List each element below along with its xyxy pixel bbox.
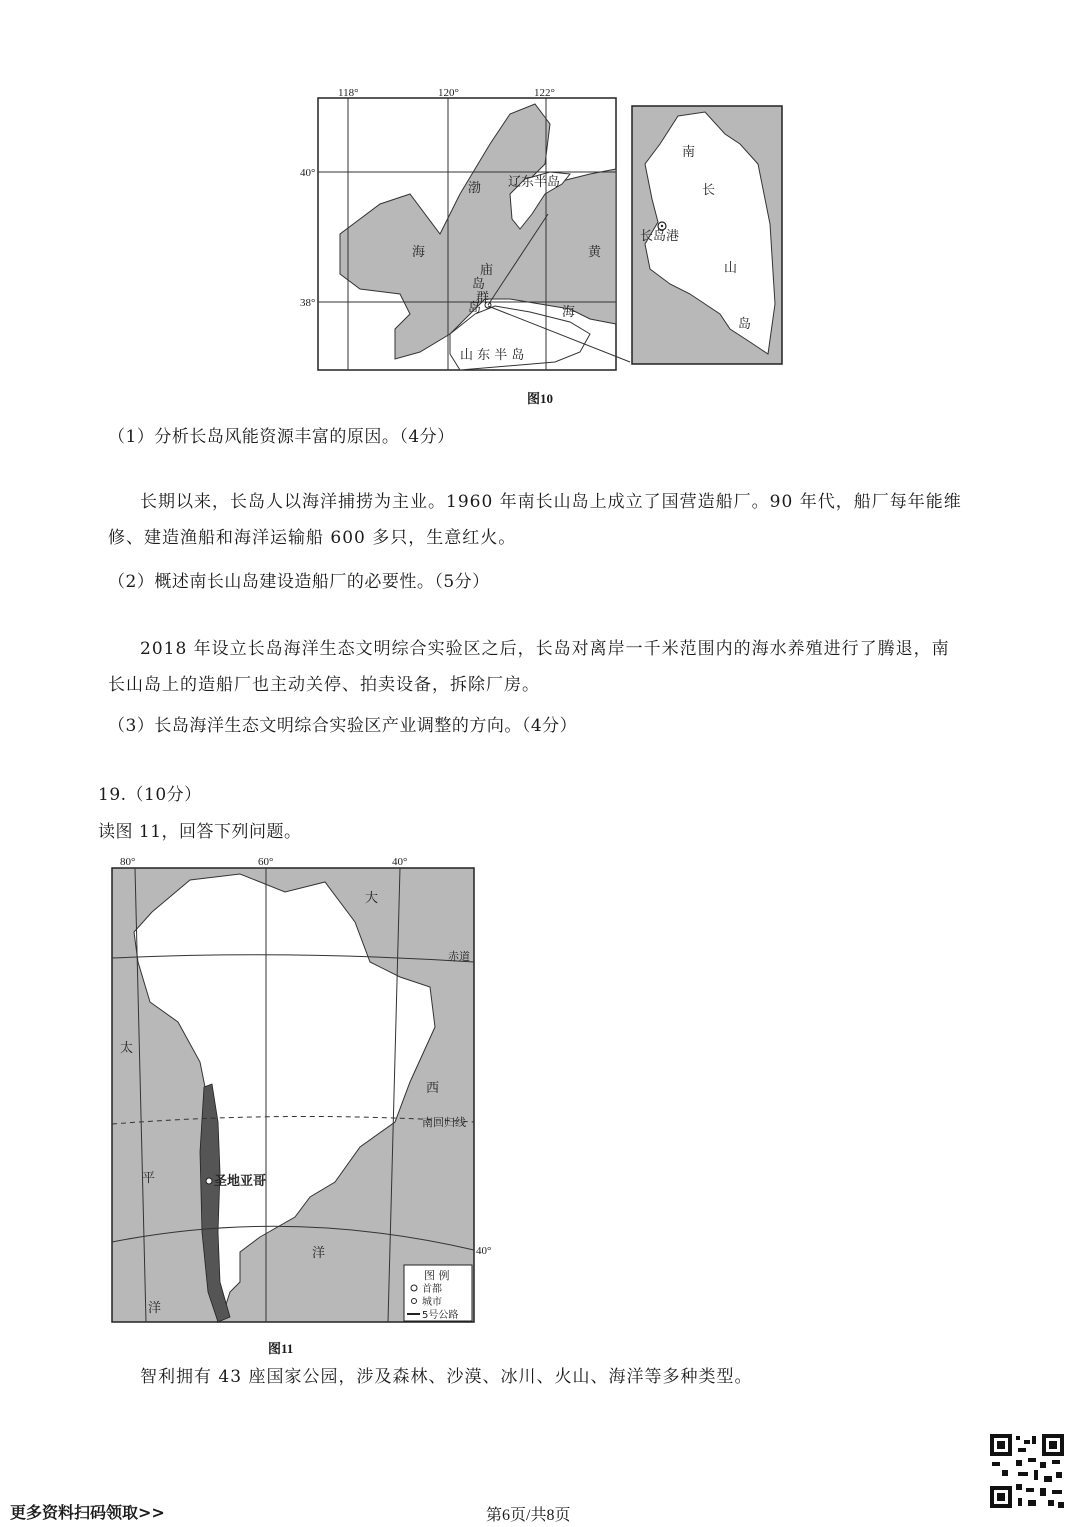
question-19-intro: 读图 11，回答下列问题。 — [98, 822, 302, 842]
question-2: （2）概述南长山岛建设造船厂的必要性。（5分） — [108, 572, 490, 592]
lon-80: 80° — [120, 856, 136, 868]
inset-connector — [480, 300, 640, 370]
label-tai: 太 — [120, 1041, 134, 1056]
fig10-caption: 图10 — [527, 391, 554, 406]
qr-code[interactable] — [988, 1432, 1066, 1510]
paragraph-2-line-2: 长山岛上的造船厂也主动关停、拍卖设备，拆除厂房。 — [108, 675, 540, 695]
paragraph-1-line-2: 修、建造渔船和海洋运输船 600 多只，生意红火。 — [108, 528, 517, 548]
paragraph-3: 智利拥有 43 座国家公园，涉及森林、沙漠、冰川、火山、海洋等多种类型。 — [140, 1367, 753, 1387]
lat-38: 38° — [300, 297, 316, 309]
inset-dao: 岛 — [738, 317, 752, 332]
fig11-caption: 图11 — [268, 1341, 294, 1356]
label-hai2: 海 — [562, 305, 576, 320]
label-santiago: 圣地亚哥 — [214, 1174, 267, 1189]
label-xi: 西 — [426, 1081, 440, 1096]
label-liaodong: 辽东半岛 — [508, 175, 561, 190]
label-huang: 黄 — [588, 245, 602, 260]
lon-40: 40° — [392, 856, 408, 868]
legend-title: 图 例 — [424, 1269, 450, 1282]
inset-nan: 南 — [682, 145, 696, 160]
label-shandong: 山 东 半 岛 — [460, 348, 525, 363]
lat-40: 40° — [300, 167, 316, 179]
lon-122: 122° — [534, 87, 555, 99]
label-miao3: 群 — [476, 291, 490, 306]
label-da: 大 — [365, 891, 379, 906]
label-miao2: 岛 — [472, 277, 486, 292]
label-ping: 平 — [142, 1171, 156, 1186]
footer-page-number: 第6页/共8页 — [486, 1507, 571, 1524]
label-hai: 海 — [412, 245, 426, 260]
lon-60: 60° — [258, 856, 274, 868]
question-1: （1）分析长岛风能资源丰富的原因。（4分） — [108, 427, 455, 447]
label-miao4: 岛 — [468, 301, 482, 316]
label-equator: 赤道 — [448, 950, 470, 963]
label-yang2: 洋 — [148, 1301, 162, 1316]
legend-road: 5号公路 — [422, 1310, 459, 1321]
inset-chang: 长 — [702, 183, 716, 198]
label-miao1: 庙 — [480, 263, 494, 278]
label-bo: 渤 — [468, 181, 482, 196]
legend-capital: 首都 — [422, 1284, 442, 1295]
inset-port: 长岛港 — [640, 229, 680, 244]
fig10-inset-map — [630, 104, 785, 366]
footer-qr-prompt[interactable]: 更多资料扫码领取>> — [10, 1503, 165, 1522]
inset-shan: 山 — [724, 261, 738, 276]
legend-city: 城市 — [422, 1297, 442, 1308]
paragraph-1-line-1: 长期以来，长岛人以海洋捕捞为主业。1960 年南长山岛上成立了国营造船厂。90 年代，船厂每年能维 — [140, 492, 962, 512]
fig11-map — [100, 852, 500, 1332]
question-19-title: 19.（10分） — [98, 785, 202, 805]
label-tropic: 南回归线 — [422, 1116, 466, 1129]
label-yang: 洋 — [312, 1246, 326, 1261]
paragraph-2-line-1: 2018 年设立长岛海洋生态文明综合实验区之后，长岛对离岸一千米范围内的海水养殖进行了腾退，南 — [140, 639, 950, 659]
question-3: （3）长岛海洋生态文明综合实验区产业调整的方向。（4分） — [108, 716, 578, 736]
lon-118: 118° — [338, 87, 359, 99]
lon-120: 120° — [438, 87, 459, 99]
lat-40-label: 40° — [476, 1245, 492, 1257]
